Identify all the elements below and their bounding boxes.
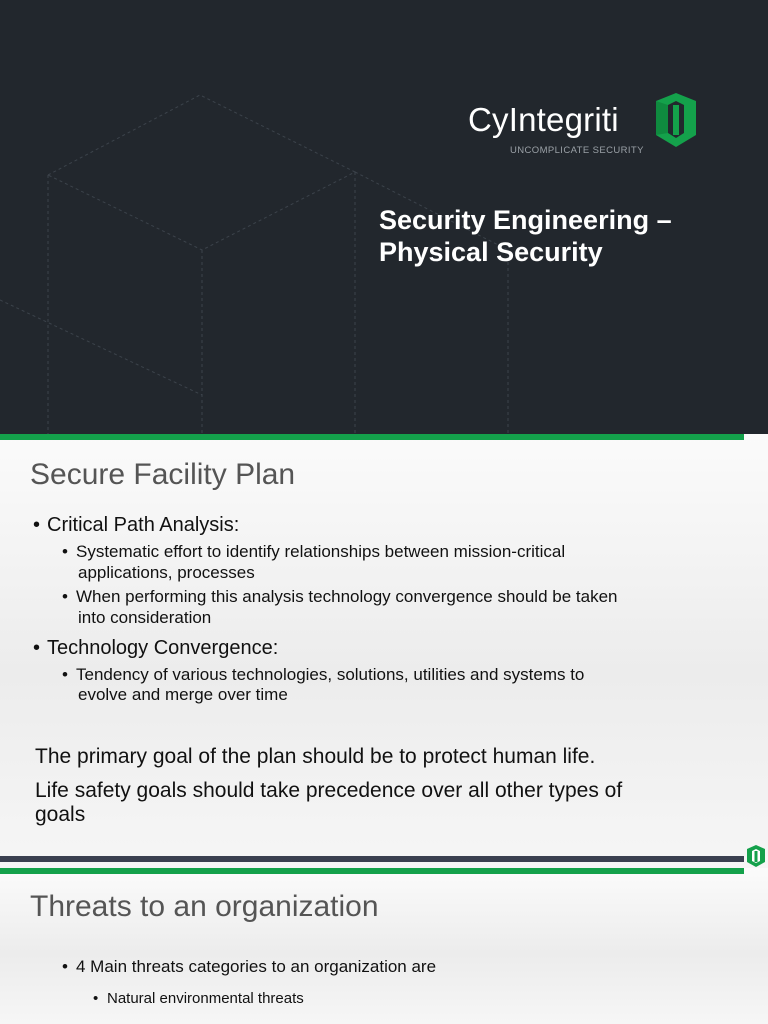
bullet-critical-path-text: Critical Path Analysis: bbox=[47, 514, 240, 536]
brand-name: CyIntegriti bbox=[468, 101, 619, 138]
title-slide bbox=[0, 0, 768, 434]
bullet-main-threats: • 4 Main threats categories to an organization are bbox=[62, 957, 437, 976]
body-text-line-1: The primary goal of the plan should be to protect human life. bbox=[35, 745, 596, 768]
sub-bullet: • Tendency of various technologies, solutions, utilities and systems to bbox=[62, 665, 585, 684]
sub-bullet-natural-threats-text: Natural environmental threats bbox=[107, 990, 304, 1007]
bottom-rule bbox=[0, 856, 744, 862]
mini-shield-icon bbox=[746, 844, 766, 868]
deck-title-line-2: Physical Security bbox=[379, 237, 603, 267]
sub-bullet-continuation: into consideration bbox=[78, 608, 212, 627]
sub-bullet-natural-threats: • Natural environmental threats bbox=[93, 990, 304, 1007]
body-text-line-2: Life safety goals should take precedence over all other types of bbox=[35, 779, 623, 802]
top-rule bbox=[0, 434, 744, 440]
brand-tagline: UNCOMPLICATE SECURITY bbox=[510, 145, 644, 156]
sub-bullet-continuation: evolve and merge over time bbox=[78, 685, 288, 704]
slide-threats bbox=[0, 868, 768, 1024]
body-text-line-3: goals bbox=[35, 803, 86, 826]
sub-bullet-continuation: applications, processes bbox=[78, 563, 255, 582]
deck-title-line-1: Security Engineering – bbox=[379, 205, 672, 235]
sub-bullet-text: Tendency of various technologies, solutions, utilities and systems to bbox=[76, 665, 585, 684]
bullet-critical-path: • Critical Path Analysis: bbox=[33, 514, 240, 536]
sub-bullet-text: When performing this analysis technology convergence should be taken bbox=[76, 587, 618, 606]
sub-bullet: • Systematic effort to identify relationships between mission-critical bbox=[62, 542, 566, 561]
bullet-main-threats-text: 4 Main threats categories to an organization are bbox=[76, 957, 437, 976]
bullet-technology-convergence-text: Technology Convergence: bbox=[47, 637, 279, 659]
slide-secure-facility-plan bbox=[0, 434, 768, 868]
cyintegriti-shield-icon bbox=[654, 91, 698, 149]
deck-title bbox=[379, 204, 739, 268]
bullet-technology-convergence: • Technology Convergence: bbox=[33, 637, 279, 659]
slide-title: Secure Facility Plan bbox=[30, 458, 296, 491]
slide-title: Threats to an organization bbox=[30, 890, 379, 923]
top-rule bbox=[0, 868, 744, 874]
sub-bullet-text: Systematic effort to identify relationships between mission-critical bbox=[76, 542, 566, 561]
sub-bullet: • When performing this analysis technology convergence should be taken bbox=[62, 587, 618, 606]
